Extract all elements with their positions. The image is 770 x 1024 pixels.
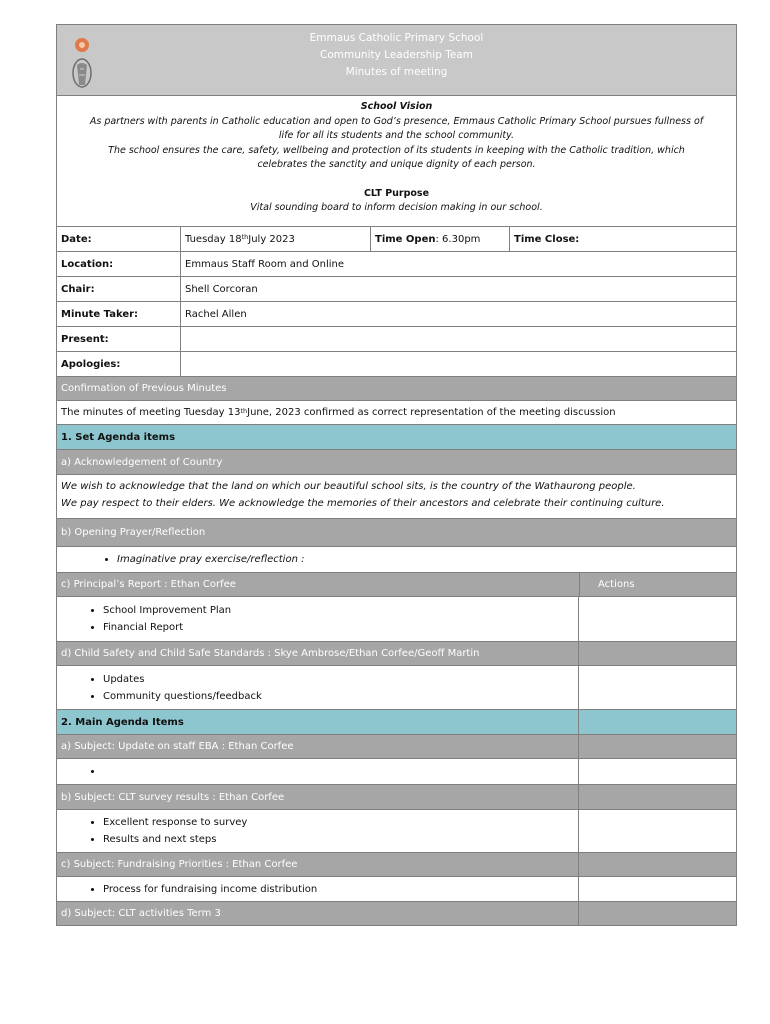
survey-heading: b) Subject: CLT survey results : Ethan Corfee (61, 791, 285, 803)
purpose-title: CLT Purpose (363, 187, 430, 199)
prayer-item: • Imaginative pray exercise/reflection : (117, 551, 304, 568)
eba-items-row (57, 758, 736, 784)
acknowledgement-text-row (57, 474, 736, 518)
vision-line: The school ensures the care, safety, wellbeing and protection of its students in keeping with the Catholic tradition, which (108, 144, 685, 156)
child-safety-heading: d) Child Safety and Child Safe Standards : Skye Ambrose/Ethan Corfee/Geoff Martin (61, 648, 480, 659)
fundraising-heading: c) Subject: Fundraising Priorities : Ethan Corfee (61, 859, 298, 870)
actions-cell (578, 759, 736, 784)
survey-list (57, 814, 247, 848)
confirmation-heading-row (57, 376, 736, 400)
list-item: • Process for fundraising income distribution (103, 881, 317, 898)
actions-cell (578, 597, 736, 641)
actions-cell (578, 666, 736, 709)
eba-heading: a) Subject: Update on staff EBA : Ethan Corfee (61, 741, 294, 752)
list-item: • Community questions/feedback (103, 688, 262, 705)
confirmation-text: The minutes of meeting Tuesday 13 $^{th}$ June, 2023 confirmed as correct representation of the meeting discussion (61, 406, 616, 418)
list-item: • Updates (103, 671, 262, 688)
chair-value: Shell Corcoran (180, 277, 736, 301)
actions-cell (578, 785, 736, 809)
eba-list (57, 763, 103, 780)
section-2-heading-row (57, 709, 736, 734)
time-close-label: Time Close: (509, 227, 736, 251)
chair-row (57, 276, 736, 301)
principal-report-list (57, 602, 231, 636)
vision-line: As partners with parents in Catholic education and open to God’s presence, Emmaus Catholic Primary School pursues fullness of (89, 115, 704, 127)
minute-taker-row (57, 301, 736, 326)
document-type: Minutes of meeting (345, 66, 448, 78)
section-1-heading-row (57, 424, 736, 449)
vision-line: life for all its students and the school community. (278, 130, 515, 141)
actions-cell (578, 877, 736, 901)
list-item: • School Improvement Plan (103, 602, 231, 619)
school-name: Emmaus Catholic Primary School (309, 32, 484, 44)
eba-heading-row (57, 734, 736, 758)
list-item: • Excellent response to survey (103, 814, 247, 831)
fundraising-items-row (57, 876, 736, 901)
present-row (57, 326, 736, 351)
present-label: Present: (61, 333, 109, 345)
acknowledgement-line: We wish to acknowledge that the land on which our beautiful school sits, is the country of the Wathaurong people. (61, 481, 636, 492)
actions-cell (578, 710, 736, 734)
principal-report-heading: c) Principal’s Report : Ethan Corfee (61, 579, 236, 590)
actions-label: Actions (579, 573, 736, 596)
child-safety-list (57, 671, 262, 705)
acknowledgement-line: We pay respect to their elders. We acknowledge the memories of their ancestors and celebrate their continuing culture. (61, 498, 665, 509)
actions-cell (578, 642, 736, 665)
date-label: Date: (61, 233, 92, 245)
time-open: Time Open : 6.30pm (370, 227, 509, 251)
actions-cell (578, 735, 736, 758)
minute-taker-label: Minute Taker: (61, 308, 139, 320)
apologies-value (180, 352, 736, 376)
confirmation-heading: Confirmation of Previous Minutes (61, 383, 227, 394)
principal-report-items-row (57, 596, 736, 641)
team-name: Community Leadership Team (320, 49, 473, 61)
list-item: • Results and next steps (103, 831, 247, 848)
apologies-label: Apologies: (61, 358, 121, 370)
clt-activities-heading: d) Subject: CLT activities Term 3 (61, 908, 221, 919)
survey-heading-row (57, 784, 736, 809)
principal-report-heading-row (57, 572, 736, 596)
prayer-heading: b) Opening Prayer/Reflection (61, 527, 206, 538)
actions-cell (578, 810, 736, 852)
location-label: Location: (61, 258, 114, 270)
actions-cell (578, 902, 736, 925)
header-title-block (57, 30, 736, 81)
child-safety-heading-row (57, 641, 736, 665)
location-row (57, 251, 736, 276)
date-value: Tuesday 18 $^{th}$ July 2023 (180, 227, 370, 251)
minute-taker-value: Rachel Allen (180, 302, 736, 326)
fundraising-heading-row (57, 852, 736, 876)
prayer-item-row (57, 546, 736, 572)
confirmation-text-row (57, 400, 736, 424)
acknowledgement-heading: a) Acknowledgement of Country (61, 456, 223, 468)
present-value (180, 327, 736, 351)
date-row (57, 226, 736, 251)
list-item: • Financial Report (103, 619, 231, 636)
chair-label: Chair: (61, 283, 95, 295)
section-1-heading: 1. Set Agenda items (61, 431, 176, 443)
vision-title: School Vision (360, 101, 433, 112)
fundraising-list (57, 881, 317, 898)
section-2-heading: 2. Main Agenda Items (61, 716, 184, 728)
purpose-text: Vital sounding board to inform decision making in our school. (250, 202, 543, 213)
school-vision-block (57, 95, 736, 226)
location-value: Emmaus Staff Room and Online (180, 252, 736, 276)
survey-items-row (57, 809, 736, 852)
apologies-row (57, 351, 736, 376)
actions-cell (578, 853, 736, 876)
clt-activities-heading-row (57, 901, 736, 925)
acknowledgement-text (57, 475, 736, 518)
acknowledgement-heading-row (57, 449, 736, 474)
minutes-document (56, 24, 737, 926)
document-header (57, 25, 736, 95)
prayer-heading-row (57, 518, 736, 546)
child-safety-items-row (57, 665, 736, 709)
vision-line: celebrates the sanctity and unique dignity of each person. (257, 159, 536, 170)
